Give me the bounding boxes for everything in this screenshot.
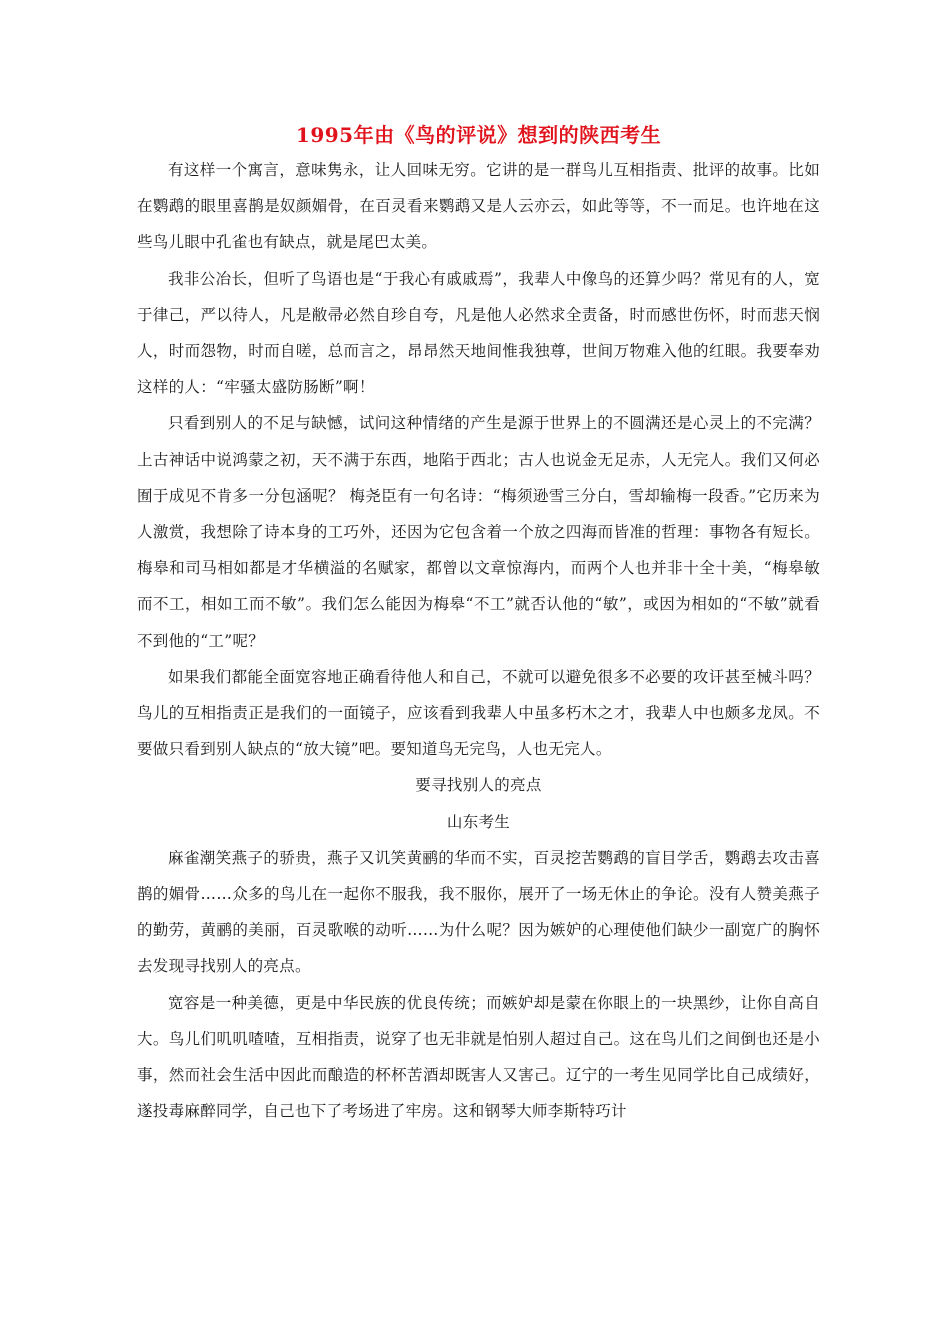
- article-title: 1995年由《鸟的评说》想到的陕西考生: [295, 123, 662, 147]
- section-title: 要寻找别人的亮点: [415, 776, 542, 795]
- paragraph: 如果我们都能全面宽容地正确看待他人和自己，不就可以避免很多不必要的攻讦甚至械斗吗？鸟儿的互相指责正是我们的一面镜子，应该看到我辈人中虽多朽木之才，我辈人中也颇多龙凤。不要做只看到别人缺点的“放大镜”吧。要知道鸟无完鸟，人也无完人。: [137, 667, 820, 759]
- paragraph: 宽容是一种美德，更是中华民族的优良传统；而嫉妒却是蒙在你眼上的一块黑纱，让你自高自大。鸟儿们叽叽喳喳，互相指责，说穿了也无非就是怕别人超过自己。这在鸟儿们之间倒也还是小事，然而社会生活中因此而酿造的杯杯苦酒却既害人又害己。辽宁的一考生见同学比自己成绩好，遂投毒麻醉同学，自己也下了考场进了牢房。这和钢琴大师李斯特巧计: [137, 993, 820, 1121]
- paragraph: 麻雀潮笑燕子的骄贵，燕子又讥笑黄鹂的华而不实，百灵挖苦鹦鹉的盲目学舌，鹦鹉去攻击喜鹊的媚骨……众多的鸟儿在一起你不服我，我不服你，展开了一场无休止的争论。没有人赞美燕子的勤劳，黄鹂的美丽，百灵歌喉的动听……为什么呢？因为嫉妒的心理使他们缺少一副宽广的胸怀去发现寻找别人的亮点。: [137, 848, 820, 976]
- paragraph: 有这样一个寓言，意味隽永，让人回味无穷。它讲的是一群鸟儿互相指责、批评的故事。比如在鹦鹉的眼里喜鹊是奴颜媚骨，在百灵看来鹦鹉又是人云亦云，如此等等，不一而足。也许地在这些鸟儿眼中孔雀也有缺点，就是尾巴太美。: [137, 161, 820, 252]
- paragraph: 只看到别人的不足与缺憾，试问这种情绪的产生是源于世界上的不圆满还是心灵上的不完满？上古神话中说鸿蒙之初，天不满于东西，地陷于西北；古人也说金无足赤，人无完人。我们又何必囿于成见不肯多一分包涵呢？ 梅尧臣有一句名诗：“梅须逊雪三分白，雪却输梅一段香。”它历来为人激赏，我想除了诗本身的工巧外，还因为它包含着一个放之四海而皆准的哲理：事物各有短长。梅皋和司马相如都是才华横溢的名赋家，都曾以文章惊海内，而两个人也并非十全十美，“梅皋敏而不工，相如工而不敏”。我们怎么能因为梅皋“不工”就否认他的“敏”，或因为相如的“不敏”就看不到他的“工”呢？: [137, 414, 820, 650]
- paragraph: 我非公冶长，但听了鸟语也是“于我心有戚戚焉”，我辈人中像鸟的还算少吗？常见有的人，宽于律己，严以待人，凡是敝帚必然自珍自夸，凡是他人必然求全责备，时而感世伤怀，时而悲天悯人，时而怨物，时而自嗟，总而言之，昂昂然天地间惟我独尊，世间万物难入他的红眼。我要奉劝这样的人：“牢骚太盛防肠断”啊！: [137, 269, 820, 397]
- section-author: 山东考生: [446, 812, 511, 831]
- document-body: [137, 118, 820, 1129]
